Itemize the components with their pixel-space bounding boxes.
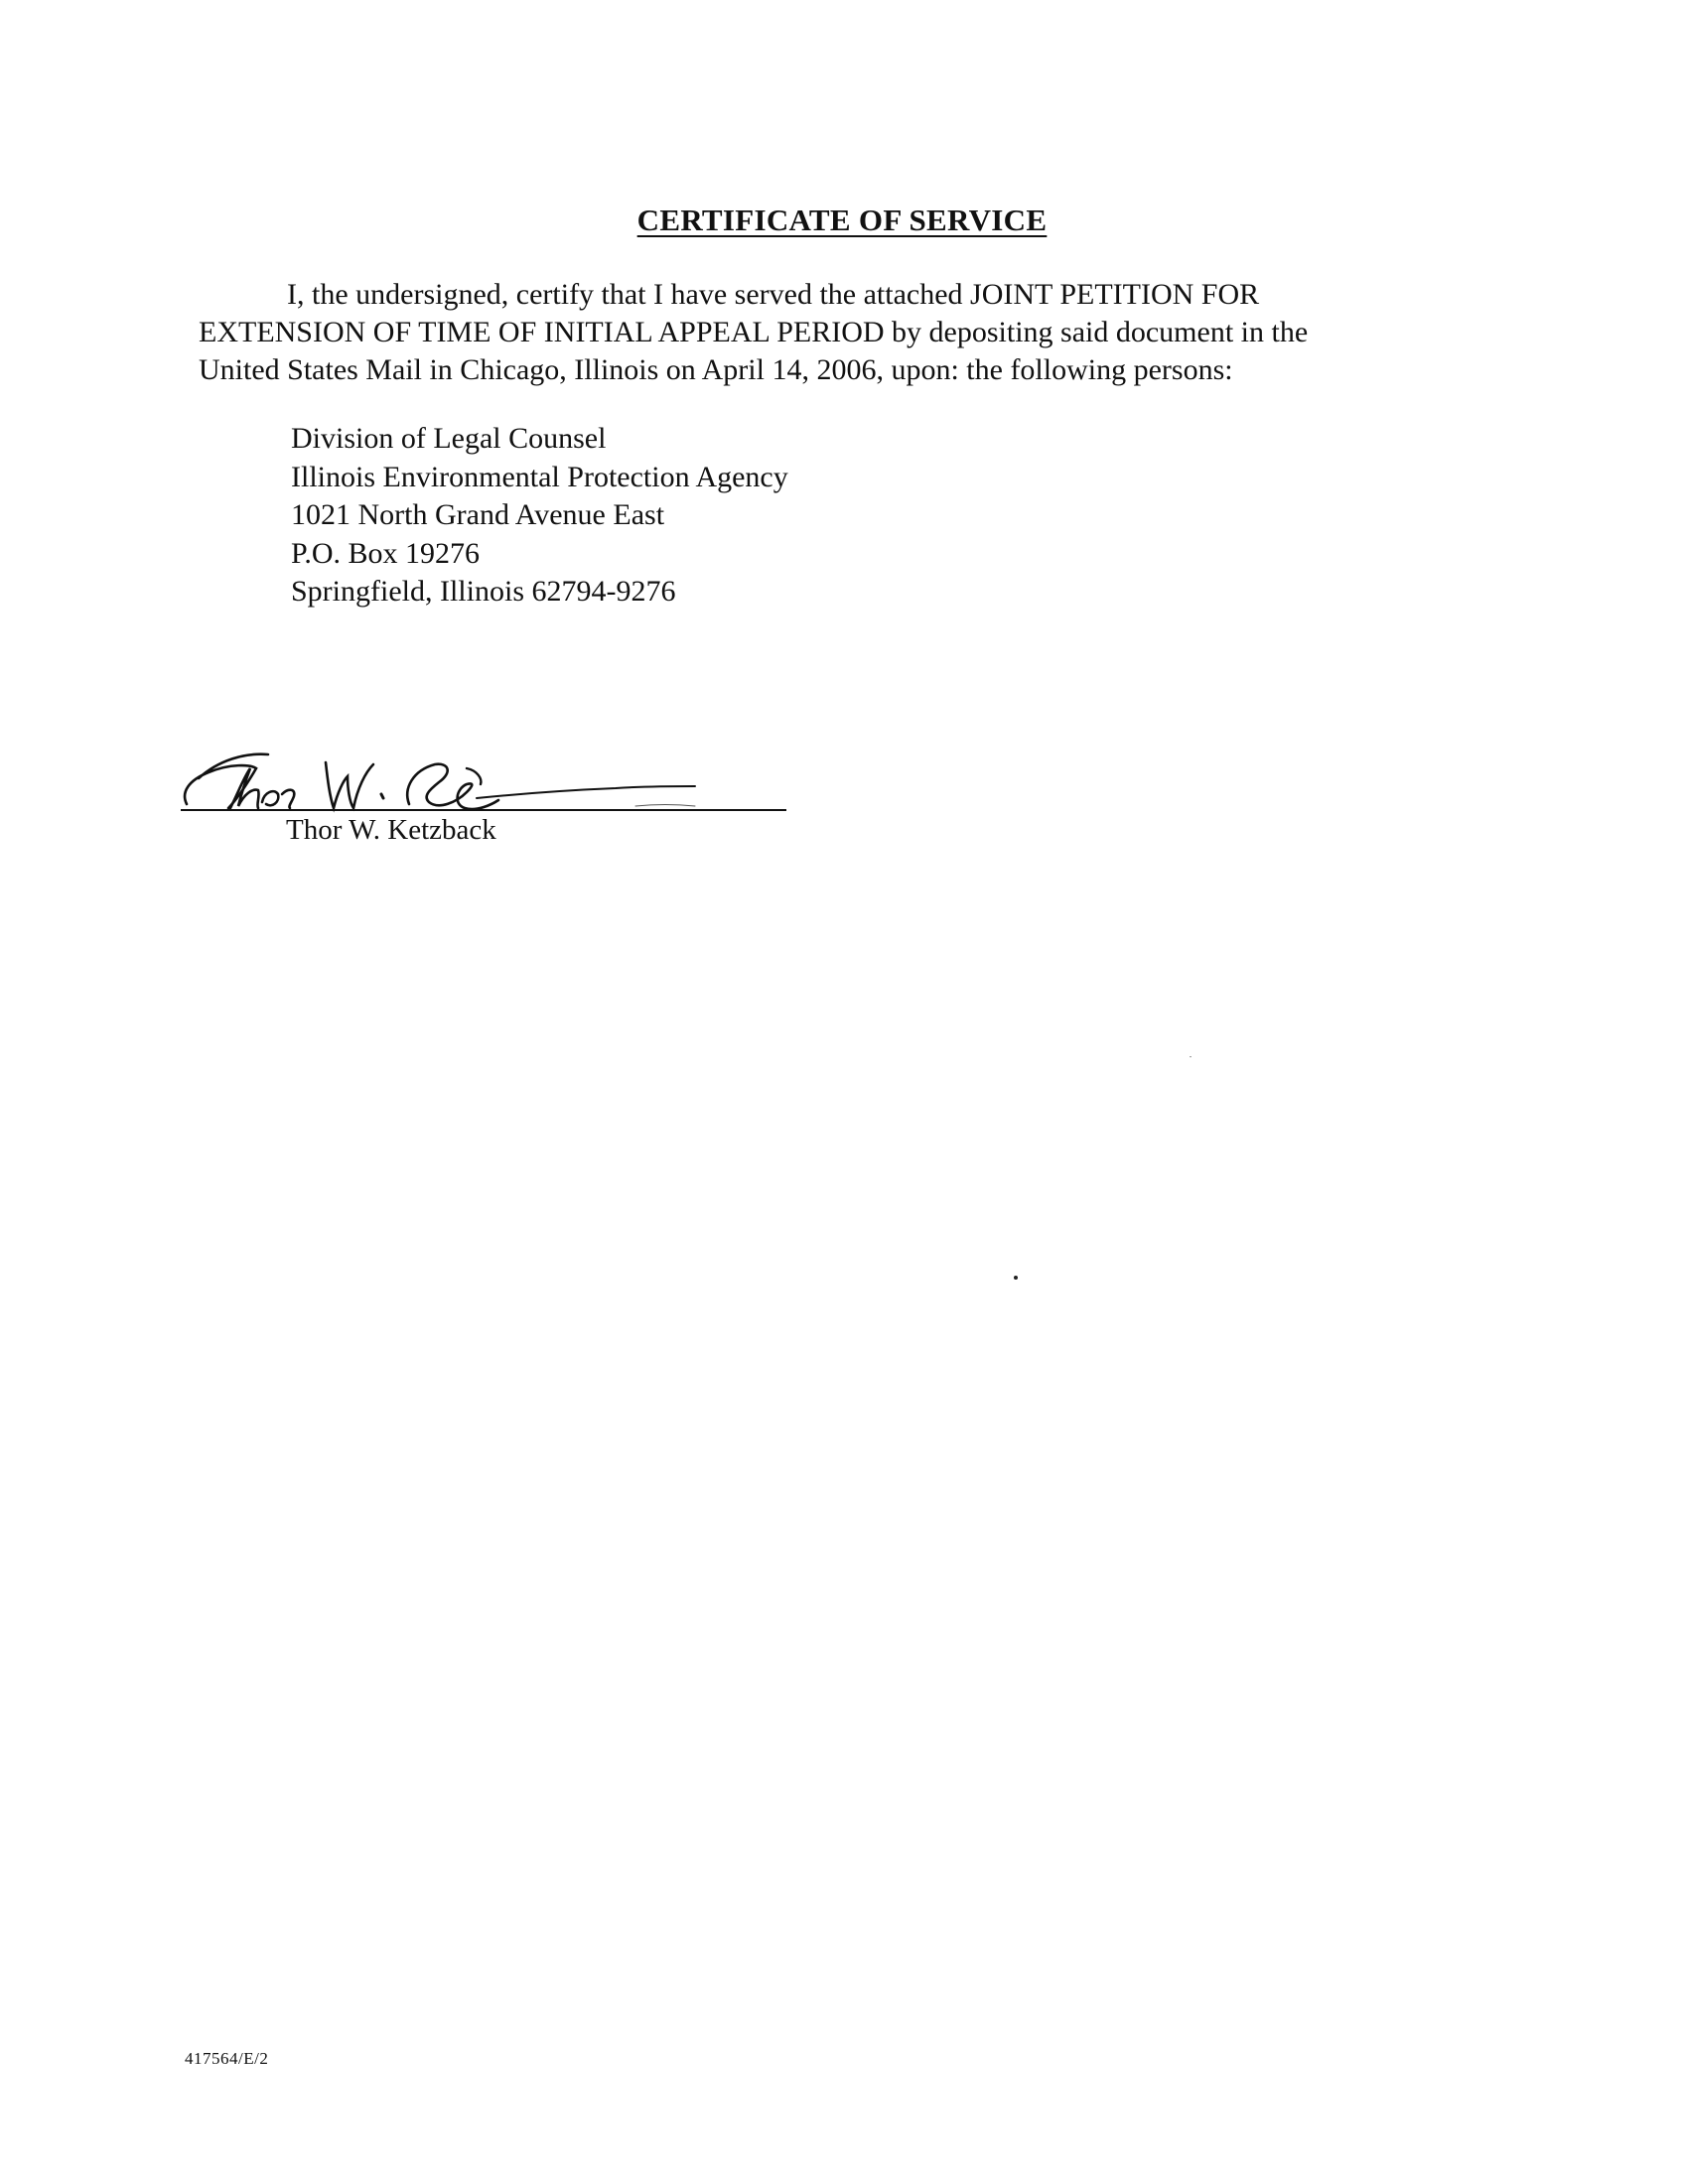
address-line-2: Illinois Environmental Protection Agency <box>291 460 788 493</box>
scan-dot <box>1014 1276 1018 1280</box>
address-line-3: 1021 North Grand Avenue East <box>291 498 665 531</box>
document-reference-code: 417564/E/2 <box>185 2049 269 2068</box>
paragraph-line-3: United States Mail in Chicago, Illinois on April 14, 2006, upon: the following persons: <box>199 353 1233 386</box>
address-line-1: Division of Legal Counsel <box>291 422 607 455</box>
recipient-address <box>291 420 788 612</box>
signer-name: Thor W. Ketzback <box>286 814 496 846</box>
signature-block <box>179 723 794 862</box>
certification-paragraph <box>199 276 1479 389</box>
document-title: CERTIFICATE OF SERVICE <box>636 203 1048 237</box>
address-line-4: P.O. Box 19276 <box>291 536 481 570</box>
address-line-5: Springfield, Illinois 62794-9276 <box>291 575 676 608</box>
paragraph-line-2: EXTENSION OF TIME OF INITIAL APPEAL PERIOD by depositing said document in the <box>199 316 1309 348</box>
paragraph-line-1: I, the undersigned, certify that I have served the attached JOINT PETITION FOR <box>287 278 1260 311</box>
scan-speck <box>1190 1056 1192 1057</box>
